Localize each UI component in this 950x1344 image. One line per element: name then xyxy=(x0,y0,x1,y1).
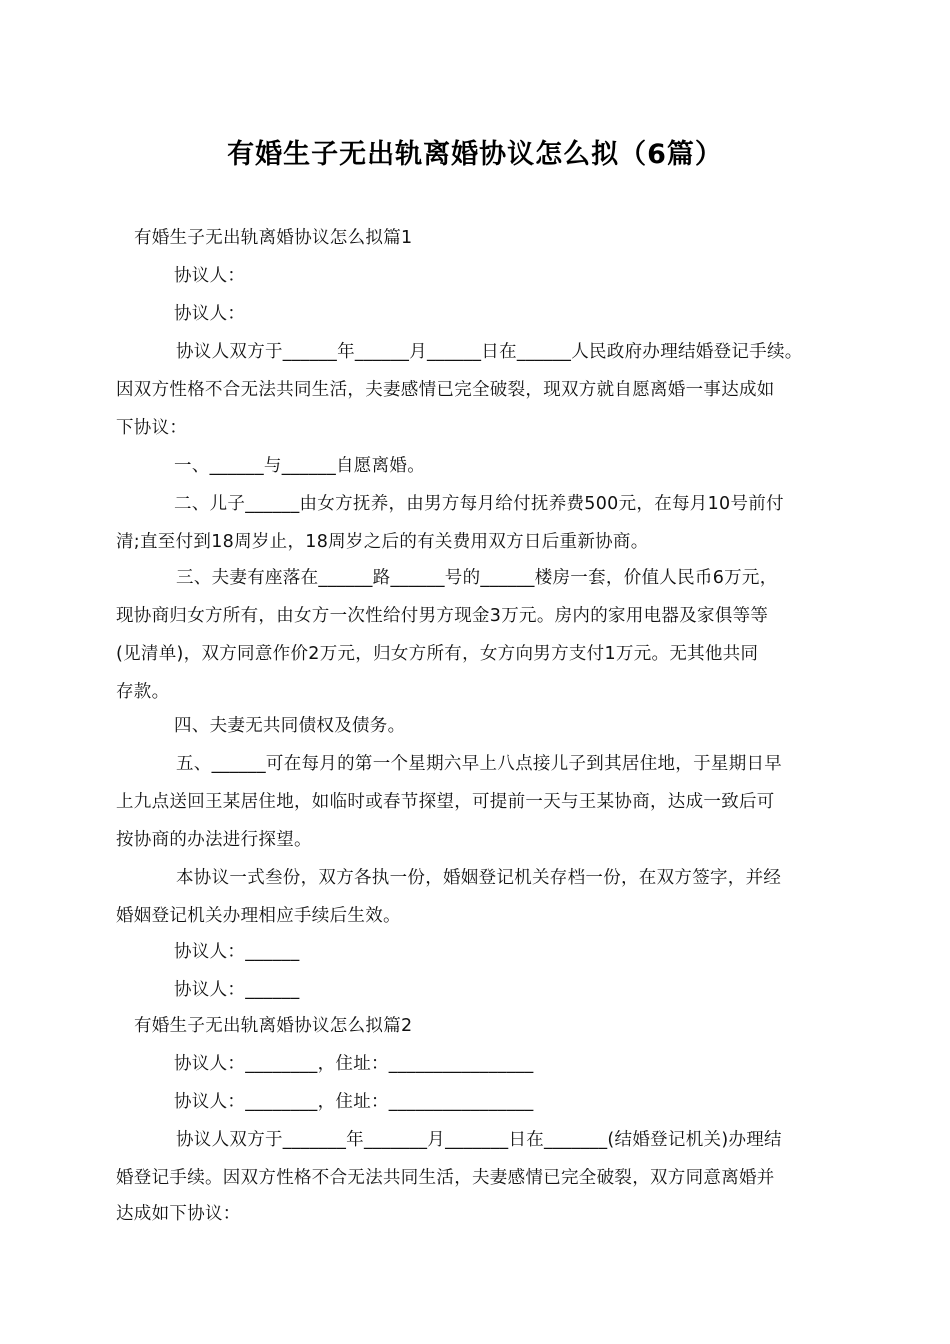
clause-line: 二、儿子______由女方抚养，由男方每月给付抚养费500元，在每月10号前付 xyxy=(174,494,784,514)
party-line: 协议人：________，住址：________________ xyxy=(174,1092,534,1112)
document-title: 有婚生子无出轨离婚协议怎么拟（6篇） xyxy=(227,139,723,170)
party-line: 协议人：________，住址：________________ xyxy=(174,1054,534,1074)
party-line: 协议人： xyxy=(174,266,246,286)
clause-line: 一、______与______自愿离婚。 xyxy=(174,456,425,476)
signature-line: 协议人：______ xyxy=(174,980,300,1000)
paragraph-line: (见清单)，双方同意作价2万元，归女方所有，女方向男方支付1万元。无其他共同 xyxy=(116,644,759,664)
paragraph-line: 因双方性格不合无法共同生活，夫妻感情已完全破裂，现双方就自愿离婚一事达成如 xyxy=(116,380,775,400)
paragraph-line: 协议人双方于______年______月______日在______人民政府办理结婚登记手续。 xyxy=(176,342,803,362)
section-heading: 有婚生子无出轨离婚协议怎么拟篇2 xyxy=(134,1016,413,1036)
paragraph-line: 现协商归女方所有，由女方一次性给付男方现金3万元。房内的家用电器及家俱等等 xyxy=(116,606,769,626)
clause-line: 四、夫妻无共同债权及债务。 xyxy=(174,716,406,736)
section-heading: 有婚生子无出轨离婚协议怎么拟篇1 xyxy=(134,228,413,248)
paragraph-line: 协议人双方于_______年_______月_______日在_______(结婚登记机关)办理结 xyxy=(176,1130,782,1150)
paragraph-line: 上九点送回王某居住地，如临时或春节探望，可提前一天与王某协商，达成一致后可 xyxy=(116,792,775,812)
paragraph-line: 清;直至付到18周岁止，18周岁之后的有关费用双方日后重新协商。 xyxy=(116,532,649,552)
clause-line: 五、______可在每月的第一个星期六早上八点接儿子到其居住地，于星期日早 xyxy=(176,754,783,774)
paragraph-line: 达成如下协议： xyxy=(116,1204,241,1224)
clause-line: 三、夫妻有座落在______路______号的______楼房一套，价值人民币6万元， xyxy=(176,568,778,588)
paragraph-line: 本协议一式叁份，双方各执一份，婚姻登记机关存档一份，在双方签字，并经 xyxy=(176,868,782,888)
paragraph-line: 按协商的办法进行探望。 xyxy=(116,830,312,850)
paragraph-line: 下协议： xyxy=(116,418,188,438)
signature-line: 协议人：______ xyxy=(174,942,300,962)
paragraph-line: 婚姻登记机关办理相应手续后生效。 xyxy=(116,906,401,926)
party-line: 协议人： xyxy=(174,304,246,324)
paragraph-line: 婚登记手续。因双方性格不合无法共同生活，夫妻感情已完全破裂，双方同意离婚并 xyxy=(116,1168,775,1188)
paragraph-line: 存款。 xyxy=(116,682,170,702)
